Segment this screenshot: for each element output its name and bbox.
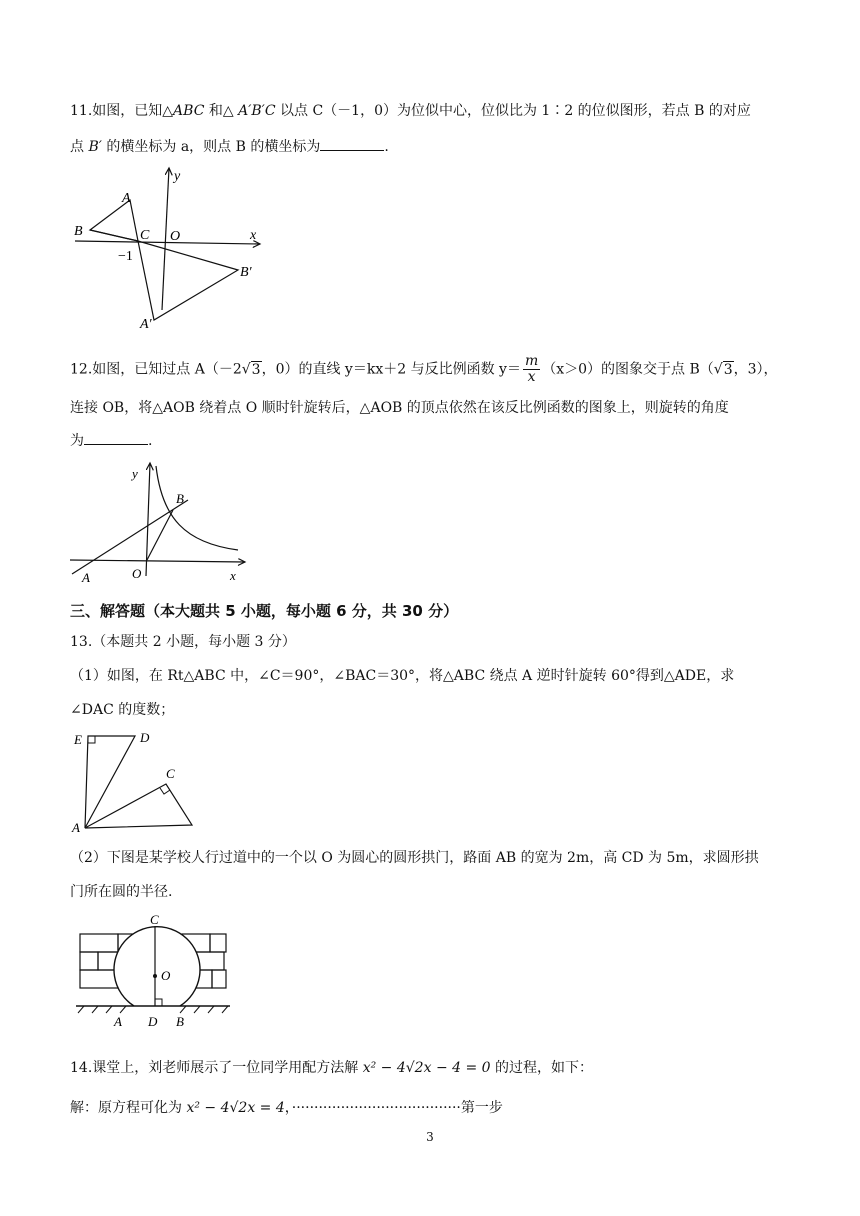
fig13a-label-c: C (166, 766, 175, 781)
figure-12 (70, 458, 260, 588)
q12-sqrt3-a: 3 (251, 361, 261, 378)
figure-11 (70, 160, 280, 335)
q14-line2 (70, 1098, 503, 1118)
q12-text-c: （x＞0）的图象交于点 B（ (542, 361, 714, 378)
fig13b-label-c: C (150, 912, 159, 927)
ground-hatching (78, 1006, 228, 1013)
fig12-label-o: O (132, 566, 142, 581)
fig13b-label-b: B (176, 1014, 184, 1029)
center-point-o (153, 974, 157, 978)
fig12-label-b: B (176, 491, 184, 506)
fig11-label-a-prime: A′ (140, 317, 152, 332)
q13-part2-line2: 门所在圆的半径. (70, 884, 173, 900)
figure-13a (70, 728, 210, 838)
fig11-label-y: y (174, 169, 181, 184)
q12-text-a: 12.如图，已知过点 A（－2 (70, 361, 242, 378)
q13-title: 13.（本题共 2 小题，每小题 3 分） (70, 634, 296, 650)
q14-equation-1: x² − 4√2x − 4 = 0 (362, 1060, 491, 1076)
q11-line1 (70, 101, 751, 121)
q14-text-c: 解：原方程可化为 (70, 1100, 187, 1116)
x-axis (75, 241, 260, 244)
fig13b-label-o: O (161, 968, 171, 983)
q11-text-d: 点 (70, 139, 89, 155)
q11-b-prime: B′ (88, 139, 102, 155)
q11-text-a: 11.如图，已知△ (70, 103, 174, 119)
q11-text-b: 和△ (204, 103, 239, 119)
q12-line1: 12.如图，已知过点 A（－2√3，0）的直线 y＝kx＋2 与反比例函数 y＝ $\frac{m}{x}$ （x＞0）的图象交于点 B（√3，3）， (70, 353, 778, 385)
q12-text-e: 为 (70, 433, 84, 449)
fig11-label-minus-one: −1 (118, 249, 133, 264)
q12-fraction-num: m (524, 353, 539, 369)
figure-13b (70, 912, 240, 1030)
q11-line2 (70, 136, 389, 157)
line-ab (72, 500, 188, 574)
q12-text-b: ，0）的直线 y＝kx＋2 与反比例函数 y＝ (261, 361, 521, 378)
fig11-label-x: x (250, 228, 257, 243)
fig13a-label-a: A (72, 820, 80, 835)
fig11-label-b: B (74, 224, 83, 239)
q12-fraction-den: x (527, 369, 536, 385)
q12-line2: 连接 OB，将△AOB 绕着点 O 顺时针旋转后，△AOB 的顶点依然在该反比例函数的图象上，则旋转的角度 (70, 400, 729, 416)
fig11-label-a: A (122, 191, 131, 206)
x-axis (70, 560, 245, 562)
fig11-label-o: O (170, 229, 181, 244)
right-angle-mark-e (88, 736, 95, 743)
fig11-label-c: C (140, 228, 150, 243)
fig12-label-x: x (230, 568, 236, 583)
q12-line3 (70, 430, 152, 451)
y-axis (162, 168, 169, 310)
section-three-heading: 三、解答题（本大题共 5 小题，每小题 6 分，共 30 分） (70, 602, 459, 620)
q14-text-a: 14.课堂上，刘老师展示了一位同学用配方法解 (70, 1060, 363, 1076)
fig13a-label-e: E (74, 732, 82, 747)
triangle-abc (90, 200, 138, 241)
q14-text-b: 的过程，如下： (490, 1060, 594, 1076)
fig11-label-b-prime: B′ (240, 265, 252, 280)
fig13b-label-a: A (114, 1014, 122, 1029)
q12-fraction (523, 354, 540, 385)
q12-text-d: ，3）， (733, 361, 778, 378)
q14-equation-2: x² − 4√2x = 4 (186, 1100, 285, 1116)
fig12-label-a: A (82, 570, 90, 585)
q12-sqrt3-b: 3 (723, 361, 733, 378)
q11-text-c: 以点 C（－1，0）为位似中心，位似比为 1∶2 的位似图形，若点 B 的对应 (275, 103, 751, 119)
triangle-abc (85, 784, 192, 828)
fig13b-label-d: D (148, 1014, 158, 1029)
q13-part2-line1: （2）下图是某学校人行过道中的一个以 O 为圆心的圆形拱门，路面 AB 的宽为 2m，高 CD 为 5m，求圆形拱 (70, 850, 759, 866)
arch-circle (114, 927, 200, 1006)
q13-part1-line2: ∠DAC 的度数； (70, 702, 175, 718)
q11-text-e: 的横坐标为 a，则点 B 的横坐标为 (101, 139, 321, 155)
q11-triangle-abc-prime: A′B′C (238, 103, 276, 119)
page-number: 3 (426, 1130, 434, 1144)
q13-part1-line1: （1）如图，在 Rt△ABC 中，∠C＝90°，∠BAC＝30°，将△ABC 绕点 A 逆时针旋转 60°得到△ADE，求 (70, 668, 735, 684)
q11-end: . (384, 139, 389, 155)
fig12-label-y: y (132, 466, 138, 481)
q12-end: . (148, 433, 153, 449)
q14-line1 (70, 1058, 593, 1078)
fig13a-label-d: D (140, 730, 150, 745)
hyperbola-curve (156, 466, 238, 550)
q11-triangle-abc: ABC (173, 103, 205, 119)
q11-answer-blank[interactable] (320, 136, 384, 151)
q14-text-d: ，······································第一步 (284, 1100, 503, 1116)
q12-answer-blank[interactable] (84, 430, 148, 445)
